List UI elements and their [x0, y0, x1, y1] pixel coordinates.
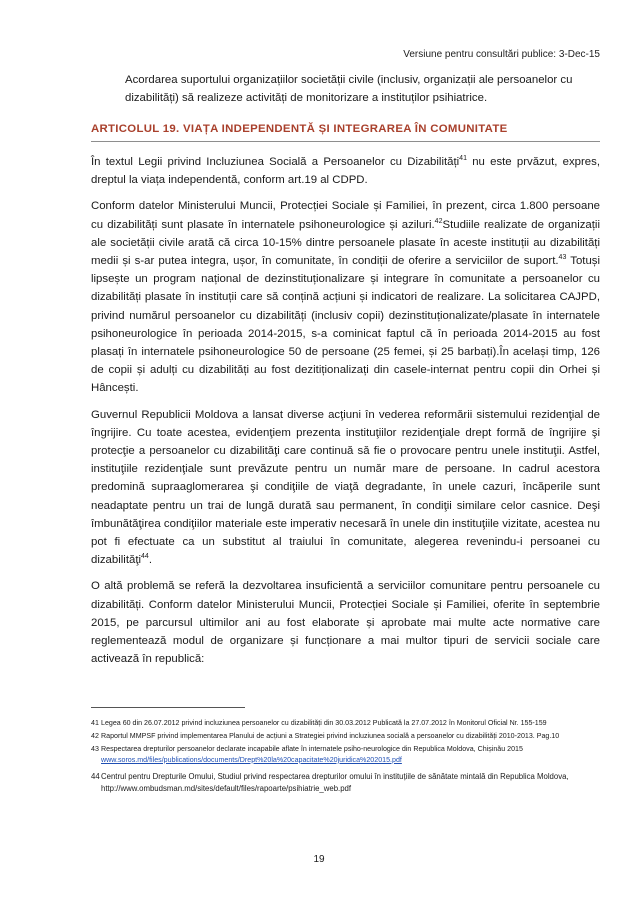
paragraph-text: Guvernul Republicii Moldova a lansat diverse acţiuni în vederea reformării sistemului rezidenţial de îngrijire. Cu toate acestea, evidenţiem prezenta instituţiilor rezidenţiale drept formă de îngrijire şi protecţie a persoanelor cu dizabilităţi care continuă să fie o provocare pentru unele instituţii. Astfel, instituţiile rezidenţiale sunt prevăzute pentru un număr mare de persoane. In cadrul acestora predomină supraaglomerarea şi condiţiile de viaţă degradante, în unele cazuri, încăperile sunt neadaptate pentru un trai de lungă durată sau permanent, în condiţii similare celor casnice. Deşi îmbunătăţirea condiţiilor materiale este imperativ necesară în unele din instituţiile vizitate, acestea nu pot fi efectuate ca un substitut al traiului în comunitate, alegerea revenindu-i persoanei cu dizabilităţi	[91, 408, 600, 567]
paragraph-2	[91, 197, 600, 397]
page-header: Versiune pentru consultări publice: 3-Dec-15	[403, 49, 600, 60]
footnote-ref[interactable]: 42	[434, 217, 443, 225]
footnote-text: Respectarea drepturilor persoanelor declarate incapabile aflate în internatele psiho-neurologice din Republica Moldova, Chișinău 2015	[101, 745, 523, 754]
footnote-link[interactable]: www.soros.md/files/publications/documents/Drept%20la%20capacitate%20juridica%202015.pdf	[101, 755, 402, 764]
footnote-41	[91, 718, 602, 728]
paragraph-text: Studiile realizate de organizații ale societății civile arată că circa 10-15% dintre persoanele plasate în aceste instituții au dizabilități medii și s-ar putea integra, ușor, în comunitate, în condiții de oferire a serviciilor de suport.	[91, 218, 600, 268]
footnote-ref[interactable]: 43	[558, 254, 567, 262]
footnote-44	[91, 771, 602, 795]
footnote-text: Raportul MMPSF privind implementarea Planului de acțiuni a Strategiei privind incluziunea socială a persoanelor cu dizabilități 2010-2013. Pag.10	[101, 732, 560, 741]
footnote-separator	[91, 707, 245, 708]
footnote-body	[101, 744, 602, 764]
article-body	[91, 153, 600, 676]
article-title: ARTICOLUL 19. VIAȚA INDEPENDENTĂ ȘI INTEGRAREA ÎN COMUNITATE	[91, 123, 600, 142]
footnote-ref[interactable]: 41	[459, 155, 467, 163]
footnote-text: Centrul pentru Drepturile Omului, Studiul privind respectarea drepturilor omului în instituțiile de sănătate mintală din Republica Moldova, http://www.ombudsman.md/sites/default/files/rapoarte/psihiatrie_web.pdf	[101, 771, 569, 794]
footnote-42	[91, 731, 602, 741]
footnote-number: 43	[91, 745, 99, 754]
paragraph-3	[91, 406, 600, 570]
intro-paragraph: Acordarea suportului organizațiilor societății civile (inclusiv, organizații ale persoanelor cu dizabilități) să realizeze activități de monitorizare a instituților psihiatrice.	[125, 74, 573, 104]
footnote-number: 41	[91, 719, 99, 727]
footnote-ref[interactable]: 44	[141, 553, 149, 561]
page-number: 19	[313, 854, 325, 865]
paragraph-text: nu este prvăzut, expres, dreptul la viața independentă, conform art.19 al CDPD.	[91, 156, 600, 187]
footnote-text: Legea 60 din 26.07.2012 privind incluziunea persoanelor cu dizabilități din 30.03.2012 Publicată la 27.07.2012 în Monitorul Oficial Nr. 155-159	[101, 719, 547, 727]
footnotes	[91, 718, 602, 798]
footnote-number: 42	[91, 732, 99, 741]
paragraph-4: O altă problemă se referă la dezvoltarea insuficientă a serviciilor comunitare pentru persoanele cu dizabilități. Conform datelor Ministerului Muncii, Protecției Sociale și Familiei, oferite în septembrie 2015, pe parcursul ultimilor ani au fost elaborate și aprobate mai multe acte normative care reglementează modul de organizare și funcționare a mai multor tipuri de servicii sociale care activează în republică:	[91, 580, 600, 666]
footnote-number: 44	[91, 771, 100, 781]
paragraph-text: În textul Legii privind Incluziunea Socială a Persoanelor cu Dizabilități	[91, 156, 460, 168]
paragraph-text: .	[148, 554, 152, 567]
paragraph-text: Conform datelor Ministerului Muncii, Protecției Sociale și Familiei, în prezent, circa 1.800 persoane cu dizabilități sunt plasate în internatele psihoneurologice și aziluri.	[91, 200, 600, 231]
paragraph-text: Totuși lipsește un program național de dezinstituționalizare și integrare în comunitate a persoanelor cu dizabilități plasate în instituții care să conțină acțiuni și indicatori de realizare. La solicitarea CAJPD, privind numărul persoanelor cu dizabilități (inclusiv copii) dezinstituționalizate/plasate în internatele psihoneurologice în perioada 2014-2015, s-a cominicat faptul că în perioada 2014-2015 au fost plasați în internatele psihoneurologice 50 de persoane (25 femei, și 25 barbați).În același timp, 126 de copii și adulți cu dizabilități au fost dezitiționalizați din casele-internat pentru copii din Orhei și Hâncești.	[91, 255, 601, 395]
paragraph-1	[91, 153, 600, 189]
footnote-43	[91, 744, 602, 764]
